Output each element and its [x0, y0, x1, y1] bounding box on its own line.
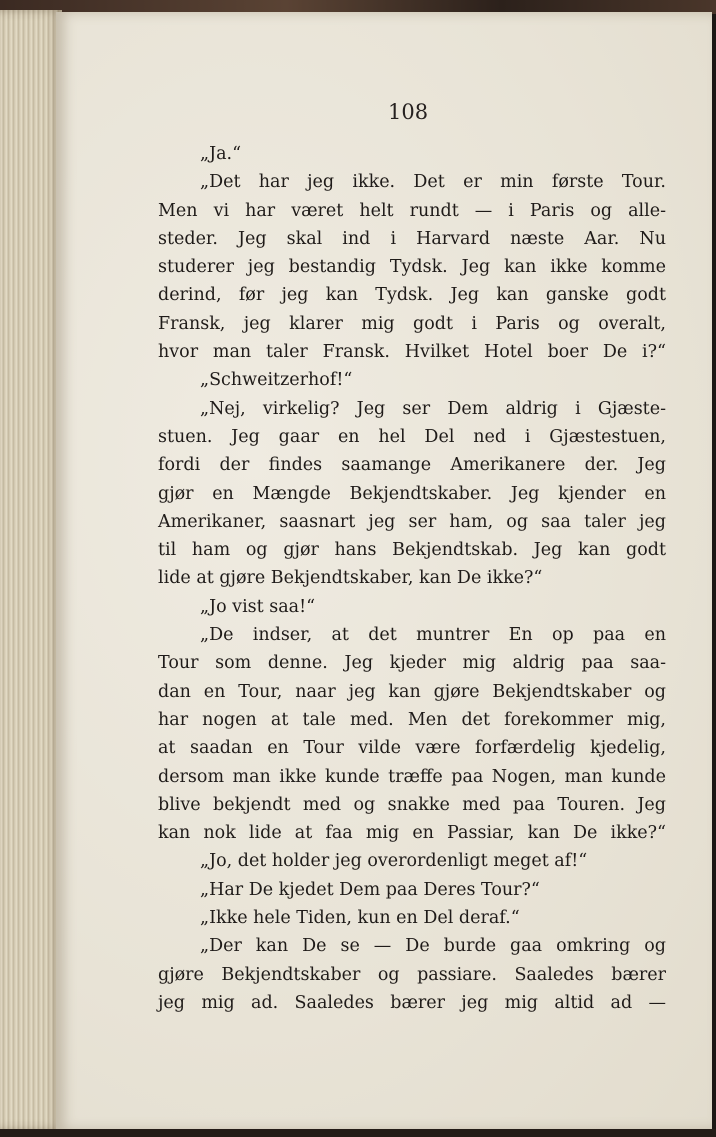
- text-line: hvor man taler Fransk. Hvilket Hotel boer De i?“: [158, 342, 666, 363]
- text-line: steder. Jeg skal ind i Harvard næste Aar. Nu: [158, 228, 666, 249]
- text-line: Amerikaner, saasnart jeg ser ham, og saa taler jeg: [158, 511, 666, 532]
- text-line: Men vi har været helt rundt — i Paris og alle-: [158, 200, 666, 221]
- text-line: blive bekjendt med og snakke med paa Touren. Jeg: [158, 794, 666, 815]
- book-bottom-edge: [0, 1129, 716, 1137]
- text-line: at saadan en Tour vilde være forfærdelig kjedelig,: [158, 738, 666, 759]
- text-line: Tour som denne. Jeg kjeder mig aldrig paa saa-: [158, 653, 666, 674]
- text-line: studerer jeg bestandig Tydsk. Jeg kan ikke komme: [158, 257, 666, 278]
- text-line: dan en Tour, naar jeg kan gjøre Bekjendtskaber og: [158, 681, 666, 702]
- text-line: gjøre Bekjendtskaber og passiare. Saaledes bærer: [158, 964, 666, 985]
- text-line: „Ja.“: [200, 144, 242, 164]
- text-line: kan nok lide at faa mig en Passiar, kan De ikke?“: [158, 823, 666, 844]
- text-line: „Schweitzerhof!“: [200, 370, 353, 391]
- text-line: derind, før jeg kan Tydsk. Jeg kan ganske godt: [158, 285, 666, 306]
- text-line: „Ikke hele Tiden, kun en Del deraf.“: [200, 908, 520, 929]
- text-line: Fransk, jeg klarer mig godt i Paris og overalt,: [158, 313, 666, 334]
- text-line: har nogen at tale med. Men det forekommer mig,: [158, 709, 666, 730]
- text-line: „Har De kjedet Dem paa Deres Tour?“: [200, 879, 540, 900]
- text-line: „Nej, virkelig? Jeg ser Dem aldrig i Gjæste-: [200, 398, 666, 419]
- text-line: stuen. Jeg gaar en hel Del ned i Gjæstestuen,: [158, 426, 666, 447]
- text-line: „Jo vist saa!“: [200, 596, 316, 617]
- text-line: jeg mig ad. Saaledes bærer jeg mig altid ad —: [158, 992, 666, 1013]
- text-line: fordi der findes saamange Amerikanere der. Jeg: [158, 455, 666, 476]
- page-text: [158, 140, 666, 1017]
- text-line: „Der kan De se — De burde gaa omkring og: [200, 936, 666, 957]
- text-line: gjør en Mængde Bekjendtskaber. Jeg kjender en: [158, 483, 666, 504]
- page-number: 108: [388, 100, 429, 124]
- text-line: „Jo, det holder jeg overordenligt meget af!“: [200, 851, 588, 872]
- page-stack-edge: [0, 10, 62, 1130]
- text-line: „De indser, at det muntrer En op paa en: [200, 625, 666, 646]
- text-line: „Det har jeg ikke. Det er min første Tour.: [200, 172, 666, 193]
- text-line: dersom man ikke kunde træffe paa Nogen, man kunde: [158, 766, 666, 787]
- text-line: lide at gjøre Bekjendtskaber, kan De ikke?“: [158, 568, 543, 589]
- text-line: til ham og gjør hans Bekjendtskab. Jeg kan godt: [158, 540, 666, 561]
